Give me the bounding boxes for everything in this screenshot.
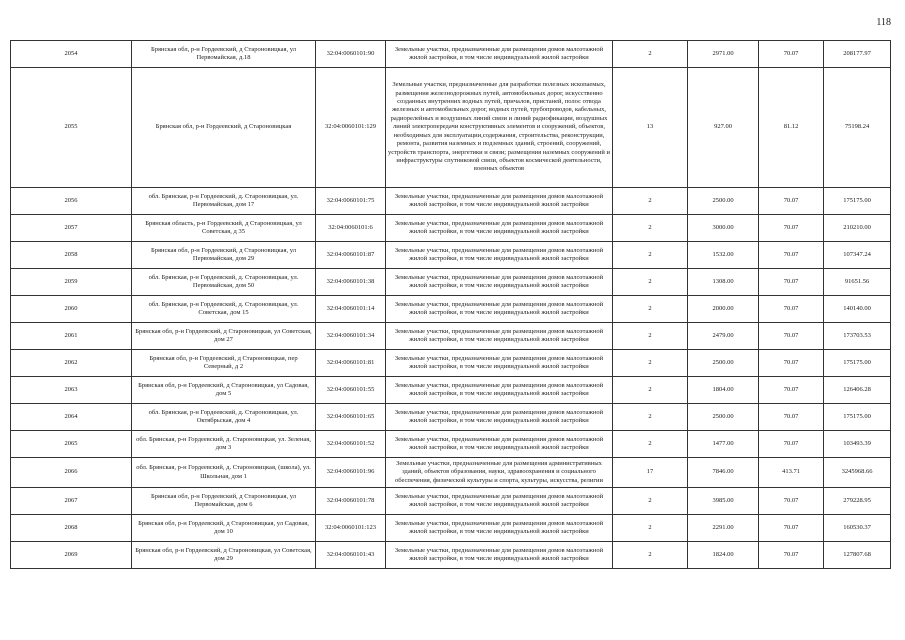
- permitted-use-cell: Земельные участки, предназначенные для размещения домов малоэтажной жилой застройки, в том числе индивидуальной жилой застройки: [386, 488, 613, 515]
- permitted-use-cell: Земельные участки, предназначенные для размещения административных зданий, объектов образования, науки, здравоохранения и социального обеспечения, физической культуры и спорта, культуры, искусства, религии: [386, 458, 613, 488]
- permitted-use-cell: Земельные участки, предназначенные для размещения домов малоэтажной жилой застройки, в том числе индивидуальной жилой застройки: [386, 404, 613, 431]
- cadastral-number-cell: 32:04:0060101:129: [316, 68, 386, 188]
- row-number: 2059: [11, 269, 132, 296]
- area-cell: 2479.00: [688, 323, 759, 350]
- row-number: 2068: [11, 515, 132, 542]
- row-number: 2069: [11, 542, 132, 569]
- specific-value-cell: 70.07: [759, 350, 824, 377]
- row-number: 2066: [11, 458, 132, 488]
- group-code-cell: 17: [613, 458, 688, 488]
- cadastral-value-cell: 175175.00: [824, 350, 891, 377]
- table-row: [11, 377, 891, 404]
- group-code-cell: 2: [613, 215, 688, 242]
- address-cell: Брянская обл, р-н Гордеевский, д Староновицкая, ул Советская, дом 27: [132, 323, 316, 350]
- cadastral-number-cell: 32:04:0060101:38: [316, 269, 386, 296]
- group-code-cell: 2: [613, 188, 688, 215]
- cadastral-number-cell: 32:04:0060101:96: [316, 458, 386, 488]
- address-cell: Брянская обл, р-н Гордеевский, д Староновицкая, ул Советская, дом 29: [132, 542, 316, 569]
- group-code-cell: 2: [613, 242, 688, 269]
- cadastral-value-cell: 208177.97: [824, 41, 891, 68]
- cadastral-number-cell: 32:04:0060101:6: [316, 215, 386, 242]
- cadastral-value-cell: 175175.00: [824, 404, 891, 431]
- cadastral-number-cell: 32:04:0060101:123: [316, 515, 386, 542]
- group-code-cell: 2: [613, 377, 688, 404]
- table-row: [11, 542, 891, 569]
- row-number: 2067: [11, 488, 132, 515]
- specific-value-cell: 70.07: [759, 215, 824, 242]
- group-code-cell: 2: [613, 488, 688, 515]
- cadastral-value-cell: 126406.28: [824, 377, 891, 404]
- permitted-use-cell: Земельные участки, предназначенные для размещения домов малоэтажной жилой застройки, в том числе индивидуальной жилой застройки: [386, 377, 613, 404]
- specific-value-cell: 81.12: [759, 68, 824, 188]
- row-number: 2054: [11, 41, 132, 68]
- cadastral-number-cell: 32:04:0060101:34: [316, 323, 386, 350]
- address-cell: Брянская обл, р-н Гордеевский, д Староновицкая, ул Первомайская, дом 29: [132, 242, 316, 269]
- table-row: [11, 488, 891, 515]
- table-row: [11, 350, 891, 377]
- specific-value-cell: 70.07: [759, 269, 824, 296]
- group-code-cell: 2: [613, 431, 688, 458]
- address-cell: Брянская обл, р-н Гордеевский, д Староновицкая, ул Первомайская, дом 6: [132, 488, 316, 515]
- address-cell: Брянская область, р-н Гордеевский, д Староновицкая, ул Советская, д 35: [132, 215, 316, 242]
- cadastral-number-cell: 32:04:0060101:43: [316, 542, 386, 569]
- address-cell: Брянская обл, р-н Гордеевский, д Староновицкая, ул Первомайская, д.18: [132, 41, 316, 68]
- address-cell: Брянская обл, р-н Гордеевский, д Староновицкая, ул Садовая, дом 5: [132, 377, 316, 404]
- page-number: 118: [876, 17, 891, 28]
- cadastral-number-cell: 32:04:0060101:78: [316, 488, 386, 515]
- cadastral-number-cell: 32:04:0060101:81: [316, 350, 386, 377]
- cadastral-number-cell: 32:04:0060101:55: [316, 377, 386, 404]
- row-number: 2058: [11, 242, 132, 269]
- area-cell: 2000.00: [688, 296, 759, 323]
- group-code-cell: 2: [613, 296, 688, 323]
- table-row: [11, 515, 891, 542]
- row-number: 2060: [11, 296, 132, 323]
- permitted-use-cell: Земельные участки, предназначенные для размещения домов малоэтажной жилой застройки, в том числе индивидуальной жилой застройки: [386, 542, 613, 569]
- cadastral-number-cell: 32:04:0060101:90: [316, 41, 386, 68]
- group-code-cell: 2: [613, 515, 688, 542]
- cadastral-value-cell: 107347.24: [824, 242, 891, 269]
- permitted-use-cell: Земельные участки, предназначенные для размещения домов малоэтажной жилой застройки, в том числе индивидуальной жилой застройки: [386, 41, 613, 68]
- group-code-cell: 2: [613, 323, 688, 350]
- row-number: 2062: [11, 350, 132, 377]
- specific-value-cell: 70.07: [759, 404, 824, 431]
- permitted-use-cell: Земельные участки, предназначенные для размещения домов малоэтажной жилой застройки, в том числе индивидуальной жилой застройки: [386, 431, 613, 458]
- cadastral-value-cell: 3245968.66: [824, 458, 891, 488]
- area-cell: 3985.00: [688, 488, 759, 515]
- table-row: [11, 431, 891, 458]
- table-row: [11, 458, 891, 488]
- area-cell: 2500.00: [688, 350, 759, 377]
- group-code-cell: 2: [613, 404, 688, 431]
- table-row: [11, 215, 891, 242]
- specific-value-cell: 70.07: [759, 323, 824, 350]
- land-plots-table: [10, 40, 891, 569]
- area-cell: 1308.00: [688, 269, 759, 296]
- address-cell: обл. Брянская, р-н Гордеевский, д. Староновицкая, ул. Первомайская, дом 50: [132, 269, 316, 296]
- permitted-use-cell: Земельные участки, предназначенные для размещения домов малоэтажной жилой застройки, в том числе индивидуальной жилой застройки: [386, 269, 613, 296]
- address-cell: обл. Брянская, р-н Гордеевский, д. Староновицкая, (школа), ул. Школьная, дом 1: [132, 458, 316, 488]
- row-number: 2055: [11, 68, 132, 188]
- permitted-use-cell: Земельные участки, предназначенные для размещения домов малоэтажной жилой застройки, в том числе индивидуальной жилой застройки: [386, 188, 613, 215]
- specific-value-cell: 70.07: [759, 488, 824, 515]
- cadastral-value-cell: 279228.95: [824, 488, 891, 515]
- group-code-cell: 2: [613, 269, 688, 296]
- area-cell: 3000.00: [688, 215, 759, 242]
- group-code-cell: 13: [613, 68, 688, 188]
- table-row: [11, 296, 891, 323]
- permitted-use-cell: Земельные участки, предназначенные для размещения домов малоэтажной жилой застройки, в том числе индивидуальной жилой застройки: [386, 242, 613, 269]
- address-cell: Брянская обл, р-н Гордеевский, д Староновицкая, ул Садовая, дом 10: [132, 515, 316, 542]
- table-row: [11, 323, 891, 350]
- address-cell: Брянская обл, р-н Гордеевский, д Староновицкая: [132, 68, 316, 188]
- row-number: 2064: [11, 404, 132, 431]
- cadastral-number-cell: 32:04:0060101:14: [316, 296, 386, 323]
- cadastral-value-cell: 91651.56: [824, 269, 891, 296]
- row-number: 2063: [11, 377, 132, 404]
- cadastral-value-cell: 210210.00: [824, 215, 891, 242]
- row-number: 2065: [11, 431, 132, 458]
- cadastral-number-cell: 32:04:0060101:75: [316, 188, 386, 215]
- specific-value-cell: 70.07: [759, 188, 824, 215]
- cadastral-value-cell: 173703.53: [824, 323, 891, 350]
- cadastral-number-cell: 32:04:0060101:87: [316, 242, 386, 269]
- area-cell: 2291.00: [688, 515, 759, 542]
- specific-value-cell: 70.07: [759, 242, 824, 269]
- cadastral-value-cell: 175175.00: [824, 188, 891, 215]
- cadastral-value-cell: 75198.24: [824, 68, 891, 188]
- address-cell: обл. Брянская, р-н Гордеевский, д. Староновицкая, ул. Октябрьская, дом 4: [132, 404, 316, 431]
- row-number: 2056: [11, 188, 132, 215]
- area-cell: 1532.00: [688, 242, 759, 269]
- area-cell: 927.00: [688, 68, 759, 188]
- permitted-use-cell: Земельные участки, предназначенные для размещения домов малоэтажной жилой застройки, в том числе индивидуальной жилой застройки: [386, 323, 613, 350]
- table-row: [11, 188, 891, 215]
- area-cell: 2500.00: [688, 404, 759, 431]
- permitted-use-cell: Земельные участки, предназначенные для размещения домов малоэтажной жилой застройки, в том числе индивидуальной жилой застройки: [386, 215, 613, 242]
- table-row: [11, 68, 891, 188]
- area-cell: 2500.00: [688, 188, 759, 215]
- permitted-use-cell: Земельные участки, предназначенные для разработки полезных ископаемых, размещения железнодорожных путей, автомобильных дорог, искусственно созданных внутренних водных путей, причалов, пристаней, полос отвода железных и автомобильных дорог, водных путей, трубопроводов, кабельных, радиорелейных и воздушных линий связи и линий радиофикации, воздушных линий электропередачи конструктивных элементов и сооружений, объектов, необходимых для эксплуатации,содержания, строительства, реконструкции, ремонта, развития наземных и подземных зданий, строений, сооружений, устройств транспорта, энергетики и связи; размещения наземных сооружений и инфраструктуры спутниковой связи, объектов космической деятельности, военных объектов: [386, 68, 613, 188]
- group-code-cell: 2: [613, 350, 688, 377]
- permitted-use-cell: Земельные участки, предназначенные для размещения домов малоэтажной жилой застройки, в том числе индивидуальной жилой застройки: [386, 296, 613, 323]
- table-row: [11, 242, 891, 269]
- area-cell: 7846.00: [688, 458, 759, 488]
- cadastral-value-cell: 127807.68: [824, 542, 891, 569]
- address-cell: обл. Брянская, р-н Гордеевский, д. Староновицкая, ул. Зеленая, дом 3: [132, 431, 316, 458]
- address-cell: обл. Брянская, р-н Гордеевский, д. Староновицкая, ул. Советская, дом 15: [132, 296, 316, 323]
- specific-value-cell: 70.07: [759, 515, 824, 542]
- cadastral-number-cell: 32:04:0060101:65: [316, 404, 386, 431]
- table-row: [11, 41, 891, 68]
- cadastral-value-cell: 140140.00: [824, 296, 891, 323]
- group-code-cell: 2: [613, 41, 688, 68]
- area-cell: 1477.00: [688, 431, 759, 458]
- row-number: 2057: [11, 215, 132, 242]
- specific-value-cell: 413.71: [759, 458, 824, 488]
- permitted-use-cell: Земельные участки, предназначенные для размещения домов малоэтажной жилой застройки, в том числе индивидуальной жилой застройки: [386, 350, 613, 377]
- group-code-cell: 2: [613, 542, 688, 569]
- specific-value-cell: 70.07: [759, 431, 824, 458]
- area-cell: 1824.00: [688, 542, 759, 569]
- area-cell: 2971.00: [688, 41, 759, 68]
- specific-value-cell: 70.07: [759, 41, 824, 68]
- specific-value-cell: 70.07: [759, 542, 824, 569]
- cadastral-value-cell: 160530.37: [824, 515, 891, 542]
- area-cell: 1804.00: [688, 377, 759, 404]
- row-number: 2061: [11, 323, 132, 350]
- address-cell: обл. Брянская, р-н Гордеевский, д. Староновицкая, ул. Первомайская, дом 17: [132, 188, 316, 215]
- cadastral-number-cell: 32:04:0060101:52: [316, 431, 386, 458]
- permitted-use-cell: Земельные участки, предназначенные для размещения домов малоэтажной жилой застройки, в том числе индивидуальной жилой застройки: [386, 515, 613, 542]
- specific-value-cell: 70.07: [759, 296, 824, 323]
- address-cell: Брянская обл, р-н Гордеевский, д Староновицкая, пер Северный, д 2: [132, 350, 316, 377]
- cadastral-value-cell: 103493.39: [824, 431, 891, 458]
- table-row: [11, 404, 891, 431]
- table-row: [11, 269, 891, 296]
- specific-value-cell: 70.07: [759, 377, 824, 404]
